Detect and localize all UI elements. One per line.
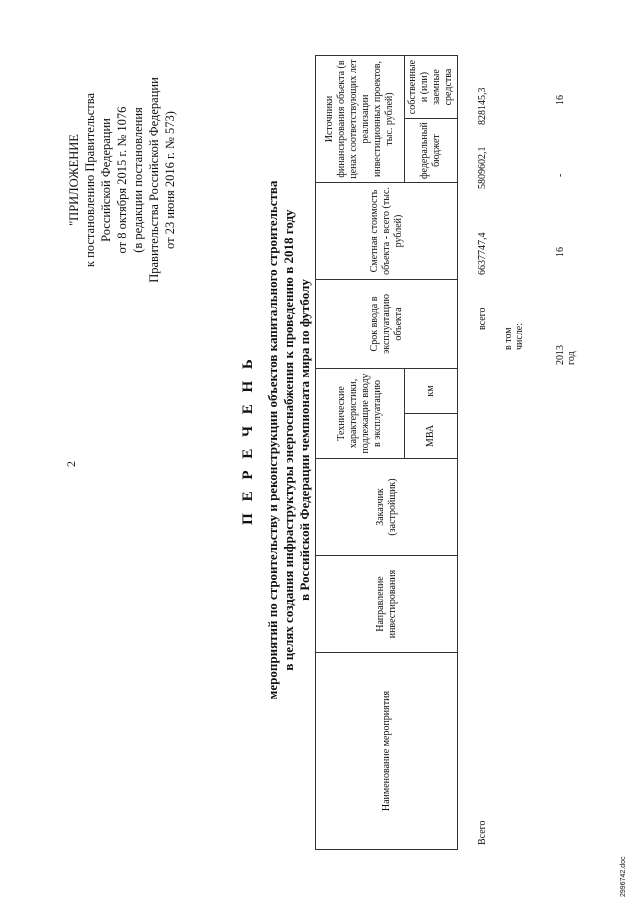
appendix-line: от 8 октября 2015 г. № 1076 <box>115 106 129 254</box>
header-federal: федеральный бюджет <box>405 119 458 183</box>
appendix-line: к постановлению Правительства <box>83 92 97 268</box>
total-label: всего <box>477 307 488 330</box>
year-cost: 16 <box>555 247 566 257</box>
file-footer: 2996742.doc <box>620 856 627 897</box>
year-federal: - <box>555 173 566 177</box>
incl-label: в том числе: <box>503 322 525 350</box>
appendix-line: Правительства Российской Федерации <box>147 77 161 283</box>
header-mva: МВА <box>405 414 458 459</box>
row-label: Всего <box>477 820 488 845</box>
year-label: 2013 год <box>555 345 577 365</box>
title-line: в целях создания инфраструктуры энергоснабжения к проведению в 2018 году <box>281 209 296 671</box>
appendix-line: от 23 июня 2016 г. № 573) <box>163 111 177 249</box>
header-own: собственные и (или) заемные средства <box>405 56 458 119</box>
appendix-block <box>66 75 178 285</box>
total-row <box>465 0 605 905</box>
total-federal: 5809602,1 <box>477 146 488 189</box>
title-line: мероприятий по строительству и реконструкции объектов капитального строительства <box>265 180 280 700</box>
appendix-line: "ПРИЛОЖЕНИЕ <box>67 134 81 226</box>
header-term: Срок ввода в эксплуатацию объекта <box>316 280 458 369</box>
header-cost: Сметная стоимость объекта - всего (тыс. рублей) <box>316 183 458 280</box>
header-name: Наименование мероприятия <box>316 653 458 850</box>
header-km: км <box>405 369 458 414</box>
total-cost: 6637747,4 <box>477 232 488 275</box>
title-line: в Российской Федерации чемпионата мира по футболу <box>297 279 312 601</box>
total-own: 828145,3 <box>477 87 488 125</box>
page-number: 2 <box>64 461 78 467</box>
title-heading: П Е Р Е Ч Е Н Ь <box>240 355 256 525</box>
header-tech: Технические характеристики, подлежащие вводу в эксплуатацию <box>316 369 405 459</box>
header-sources: Источники финансирования объекта (в ценах соответствующих лет реализации инвестиционных проектов, тыс. рублей) <box>316 56 405 183</box>
appendix-line: Российской Федерации <box>99 118 113 242</box>
header-customer: Заказчик (застройщик) <box>316 459 458 556</box>
document-title <box>240 75 313 805</box>
header-table <box>315 55 458 850</box>
year-own: 16 <box>555 95 566 105</box>
header-direction: Направление инвестирования <box>316 556 458 653</box>
appendix-line: (в редакции постановления <box>131 107 145 253</box>
